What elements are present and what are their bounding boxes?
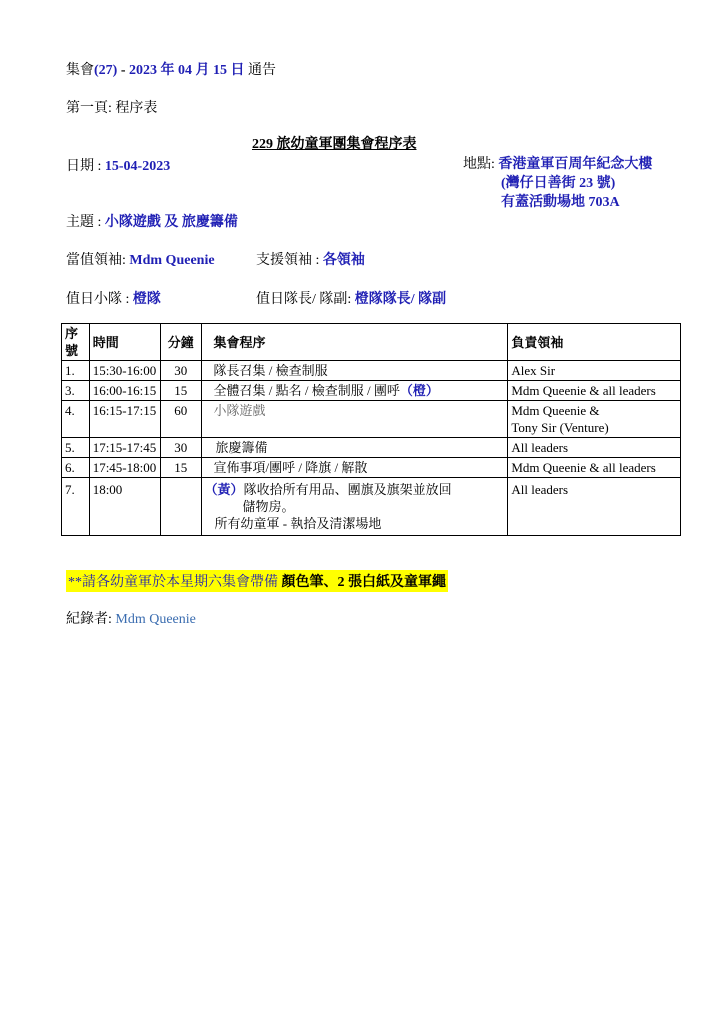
row-leader: Alex Sir bbox=[508, 361, 681, 381]
row-time: 17:45-18:00 bbox=[89, 458, 160, 478]
header-no: 序號 bbox=[62, 324, 90, 361]
row-program: 小隊遊戲 bbox=[201, 401, 508, 438]
duty-leader-value: Mdm Queenie bbox=[129, 253, 215, 268]
row-leader: Mdm Queenie & all leaders bbox=[508, 381, 681, 401]
venue-line3: 有蓋活動場地 703A bbox=[501, 195, 620, 210]
venue-block bbox=[463, 155, 652, 212]
duty-six-label: 值日小隊 : bbox=[66, 292, 133, 307]
theme-label: 主題 : bbox=[66, 215, 105, 230]
table-row bbox=[62, 438, 681, 458]
row-time: 16:00-16:15 bbox=[89, 381, 160, 401]
table-row bbox=[62, 458, 681, 478]
reminder-text: **請各幼童軍於本星期六集會帶備 bbox=[68, 575, 282, 590]
support-leader-label: 支援領袖 : bbox=[256, 253, 323, 268]
notice-date: 2023 年 04 月 15 日 bbox=[129, 63, 245, 78]
duty-leader-label: 當值領袖: bbox=[66, 253, 130, 268]
row-program bbox=[201, 381, 508, 401]
program-table bbox=[61, 323, 681, 536]
table-row bbox=[62, 381, 681, 401]
venue-line1: 香港童軍百周年紀念大樓 bbox=[498, 157, 653, 172]
row-minutes: 15 bbox=[161, 458, 201, 478]
venue-label: 地點: bbox=[463, 157, 499, 172]
row-leader: All leaders bbox=[508, 478, 681, 536]
duty-six-row bbox=[66, 288, 161, 308]
duty-six-value: 橙隊 bbox=[132, 292, 161, 307]
row-program-color-tag: （黃） bbox=[204, 482, 244, 497]
row-no: 7. bbox=[62, 478, 90, 536]
row-program: 宣佈事項/團呼 / 降旗 / 解散 bbox=[201, 458, 508, 478]
row-no: 6. bbox=[62, 458, 90, 478]
duty-sixer-label: 值日隊長/ 隊副: bbox=[256, 292, 355, 307]
theme-value: 小隊遊戲 及 旅慶籌備 bbox=[104, 215, 238, 230]
notice-number: (27) bbox=[94, 63, 118, 78]
date-value: 15-04-2023 bbox=[104, 159, 171, 174]
row-program-color-tag: （橙） bbox=[399, 383, 439, 398]
theme-row bbox=[66, 211, 238, 231]
header-leader: 負責領袖 bbox=[508, 324, 681, 361]
row-leader-line2: Tony Sir (Venture) bbox=[511, 420, 609, 435]
document-title: 229 旅幼童軍團集會程序表 bbox=[252, 137, 417, 152]
support-leader-value: 各領袖 bbox=[322, 253, 365, 268]
row-time: 16:15-17:15 bbox=[89, 401, 160, 438]
table-row bbox=[62, 401, 681, 438]
notice-prefix: 集會 bbox=[66, 63, 94, 78]
row-program bbox=[201, 478, 508, 536]
duty-sixer-row bbox=[256, 288, 446, 308]
notice-suffix: 通告 bbox=[248, 63, 276, 78]
row-program: 隊長召集 / 檢查制服 bbox=[201, 361, 508, 381]
recorder-row bbox=[66, 608, 196, 628]
row-time: 17:15-17:45 bbox=[89, 438, 160, 458]
recorder-label: 紀錄者: bbox=[66, 612, 116, 627]
row-leader-line1: Mdm Queenie & bbox=[511, 403, 600, 418]
row-time: 15:30-16:00 bbox=[89, 361, 160, 381]
table-row bbox=[62, 478, 681, 536]
table-row bbox=[62, 361, 681, 381]
row-program-line1: 隊收拾所有用品、團旗及旗架並放回 bbox=[243, 482, 452, 497]
row-leader: Mdm Queenie & all leaders bbox=[508, 458, 681, 478]
row-minutes bbox=[161, 478, 201, 536]
support-leader-row bbox=[256, 249, 365, 269]
reminder-items: 顏色筆、2 張白紙及童軍繩 bbox=[281, 575, 446, 590]
header-minutes: 分鐘 bbox=[161, 324, 201, 361]
duty-sixer-value: 橙隊隊長/ 隊副 bbox=[354, 292, 447, 307]
row-no: 1. bbox=[62, 361, 90, 381]
row-program: 旅慶籌備 bbox=[201, 438, 508, 458]
header-program: 集會程序 bbox=[201, 324, 508, 361]
row-no: 4. bbox=[62, 401, 90, 438]
date-row bbox=[66, 155, 170, 175]
page-label: 第一頁: 程序表 bbox=[66, 101, 158, 116]
row-leader: All leaders bbox=[508, 438, 681, 458]
row-program-text: 全體召集 / 點名 / 檢查制服 / 團呼 bbox=[213, 383, 400, 398]
row-leader bbox=[508, 401, 681, 438]
venue-line2: (灣仔日善街 23 號) bbox=[501, 176, 616, 191]
row-minutes: 60 bbox=[161, 401, 201, 438]
notice-title bbox=[66, 59, 276, 79]
notice-dash: - bbox=[117, 63, 129, 78]
reminder-note bbox=[66, 570, 448, 592]
row-minutes: 30 bbox=[161, 361, 201, 381]
table-header-row bbox=[62, 324, 681, 361]
row-no: 3. bbox=[62, 381, 90, 401]
row-minutes: 30 bbox=[161, 438, 201, 458]
recorder-value: Mdm Queenie bbox=[115, 612, 196, 627]
row-program-line2: 儲物房。 bbox=[242, 499, 295, 514]
row-minutes: 15 bbox=[161, 381, 201, 401]
date-label: 日期 : bbox=[66, 159, 105, 174]
header-time: 時間 bbox=[89, 324, 160, 361]
row-no: 5. bbox=[62, 438, 90, 458]
duty-leader-row bbox=[66, 249, 215, 269]
row-time: 18:00 bbox=[89, 478, 160, 536]
row-program-line3: 所有幼童軍 - 執拾及清潔場地 bbox=[214, 516, 382, 531]
